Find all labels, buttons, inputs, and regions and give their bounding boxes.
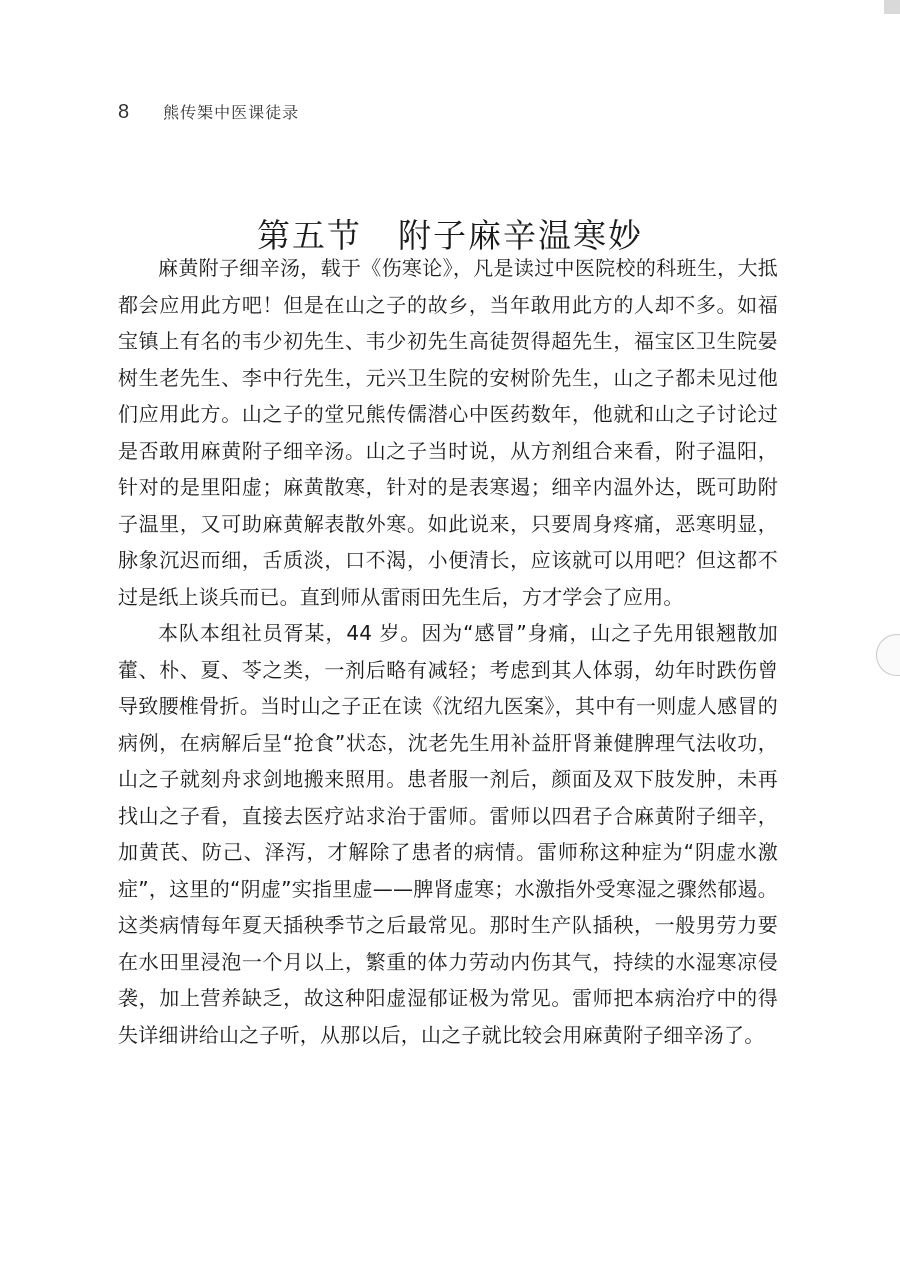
running-head	[118, 100, 299, 124]
page-corner-mark	[884, 0, 900, 14]
paragraph-1: 麻黄附子细辛汤，载于《伤寒论》，凡是读过中医院校的科班生，大抵都会应用此方吧！但是在山之子的故乡，当年敢用此方的人却不多。如福宝镇上有名的韦少初先生、韦少初先生高徒贺得超先生，福宝区卫生院晏树生老先生、李中行先生，元兴卫生院的安树阶先生，山之子都未见过他们应用此方。山之子的堂兄熊传儒潜心中医药数年，他就和山之子讨论过是否敢用麻黄附子细辛汤。山之子当时说，从方剂组合来看，附子温阳，针对的是里阳虚；麻黄散寒，针对的是表寒遏；细辛内温外达，既可助附子温里，又可助麻黄解表散外寒。如此说来，只要周身疼痛，恶寒明显，脉象沉迟而细，舌质淡，口不渴，小便清长，应该就可以用吧？但这都不过是纸上谈兵而已。直到师从雷雨田先生后，方才学会了应用。	[118, 256, 778, 609]
section-title-text: 附子麻辛温寒妙	[398, 216, 643, 256]
page-edge-tab	[876, 634, 900, 676]
paragraph-2: 本队本组社员胥某，44 岁。因为“感冒”身痛，山之子先用银翘散加藿、朴、夏、苓之类，一剂后略有减轻；考虑到其人体弱，幼年时跌伤曾导致腰椎骨折。当时山之子正在读《沈绍九医案》，其中有一则虚人感冒的病例，在病解后呈“抢食”状态，沈老先生用补益肝肾兼健脾理气法收功，山之子就刻舟求剑地搬来照用。患者服一剂后，颜面及双下肢发肿，未再找山之子看，直接去医疗站求治于雷师。雷师以四君子合麻黄附子细辛，加黄芪、防己、泽泻，才解除了患者的病情。雷师称这种症为“阴虚水激症”，这里的“阴虚”实指里虚——脾肾虚寒；水激指外受寒湿之骤然郁遏。这类病情每年夏天插秧季节之后最常见。那时生产队插秧，一般男劳力要在水田里浸泡一个月以上，繁重的体力劳动内伤其气，持续的水湿寒凉侵袭，加上营养缺乏，故这种阳虚湿郁证极为常见。雷师把本病治疗中的得失详细讲给山之子听，从那以后，山之子就比较会用麻黄附子细辛汤了。	[118, 621, 778, 1047]
book-title: 熊传榘中医课徒录	[163, 103, 300, 122]
body-text	[118, 250, 778, 1053]
page-number: 8	[118, 101, 130, 123]
section-number: 第五节	[257, 216, 362, 256]
